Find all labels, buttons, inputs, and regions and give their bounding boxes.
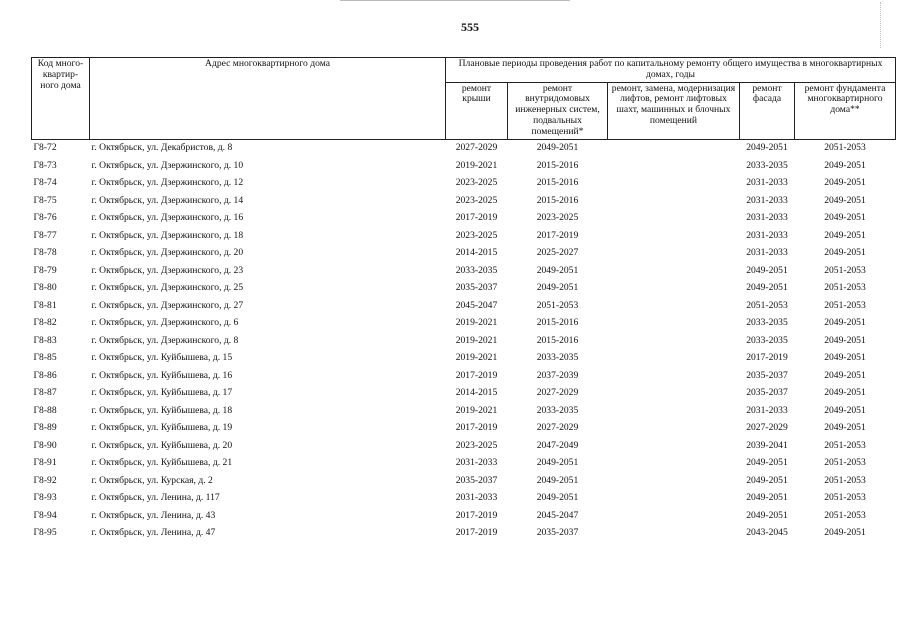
cell-code: Г8-91: [33, 457, 57, 469]
cell-address: г. Октябрьск, ул. Куйбышева, д. 16: [91, 369, 233, 381]
cell-roof: 2017-2019: [455, 212, 498, 224]
cell-code: Г8-93: [33, 492, 57, 504]
page-number: 555: [461, 20, 479, 34]
cell-facade: 2035-2037: [746, 387, 788, 399]
cell-roof: 2017-2019: [455, 527, 498, 539]
cell-code: Г8-72: [33, 142, 57, 154]
cell-foundation: 2051-2053: [824, 264, 866, 276]
cell-roof: 2017-2019: [455, 369, 498, 381]
cell-systems: 2047-2049: [536, 439, 579, 451]
cell-roof: 2023-2025: [455, 229, 498, 241]
cell-lifts: [608, 402, 740, 420]
cell-systems: 2051-2053: [536, 299, 579, 311]
cell-code: Г8-80: [33, 282, 57, 294]
cell-foundation: 2049-2051: [824, 194, 866, 206]
cell-foundation: 2049-2051: [824, 229, 866, 241]
table-row: [32, 227, 896, 245]
cell-lifts: [608, 157, 740, 175]
cell-address: г. Октябрьск, ул. Куйбышева, д. 19: [91, 422, 233, 434]
table-row: [32, 315, 896, 333]
header-address: Адрес многоквартирного дома: [90, 58, 446, 140]
cell-systems: 2027-2029: [536, 387, 579, 399]
cell-facade: 2031-2033: [746, 212, 788, 224]
cell-systems: 2023-2025: [536, 212, 579, 224]
cell-lifts: [608, 437, 740, 455]
cell-roof: 2023-2025: [455, 177, 498, 189]
cell-systems: 2027-2029: [536, 422, 579, 434]
header-roof: ремонт крыши: [446, 82, 508, 139]
cell-facade: 2035-2037: [746, 369, 788, 381]
cell-lifts: [608, 525, 740, 543]
cell-facade: 2033-2035: [746, 334, 788, 346]
cell-address: г. Октябрьск, ул. Ленина, д. 47: [91, 527, 216, 539]
table-row: [32, 280, 896, 298]
table-row: [32, 350, 896, 368]
cell-code: Г8-95: [33, 527, 57, 539]
table-row: [32, 490, 896, 508]
cell-address: г. Октябрьск, ул. Дзержинского, д. 27: [91, 299, 244, 311]
cell-facade: 2039-2041: [746, 439, 788, 451]
table-row: [32, 175, 896, 193]
cell-address: г. Октябрьск, ул. Дзержинского, д. 12: [91, 177, 244, 189]
scan-edge-line: [340, 0, 570, 1]
cell-code: Г8-94: [33, 509, 57, 521]
cell-foundation: 2051-2053: [824, 492, 866, 504]
cell-foundation: 2051-2053: [824, 439, 866, 451]
cell-roof: 2017-2019: [455, 509, 498, 521]
cell-roof: 2019-2021: [455, 159, 498, 171]
table-row: [32, 192, 896, 210]
cell-systems: 2033-2035: [536, 404, 579, 416]
table-row: [32, 262, 896, 280]
cell-facade: 2031-2033: [746, 404, 788, 416]
cell-roof: 2035-2037: [455, 282, 498, 294]
cell-code: Г8-76: [33, 212, 57, 224]
cell-systems: 2033-2035: [536, 352, 579, 364]
cell-lifts: [608, 297, 740, 315]
table-row: [32, 437, 896, 455]
cell-foundation: 2049-2051: [824, 212, 866, 224]
cell-address: г. Октябрьск, ул. Дзержинского, д. 14: [91, 194, 244, 206]
cell-roof: 2023-2025: [455, 439, 498, 451]
cell-code: Г8-89: [33, 422, 57, 434]
table-row: [32, 297, 896, 315]
header-foundation: ремонт фундамента многоквартирного дома**: [795, 82, 896, 139]
cell-lifts: [608, 227, 740, 245]
cell-systems: 2049-2051: [536, 492, 579, 504]
cell-code: Г8-77: [33, 229, 57, 241]
cell-systems: 2015-2016: [536, 177, 579, 189]
cell-roof: 2019-2021: [455, 334, 498, 346]
repair-schedule-table: [31, 57, 896, 542]
cell-lifts: [608, 280, 740, 298]
cell-lifts: [608, 175, 740, 193]
cell-address: г. Октябрьск, ул. Ленина, д. 117: [91, 492, 220, 504]
table-row: [32, 420, 896, 438]
cell-facade: 2031-2033: [746, 177, 788, 189]
cell-address: г. Октябрьск, ул. Куйбышева, д. 20: [91, 439, 233, 451]
cell-foundation: 2049-2051: [824, 317, 866, 329]
cell-roof: 2019-2021: [455, 352, 498, 364]
cell-address: г. Октябрьск, ул. Дзержинского, д. 20: [91, 247, 244, 259]
cell-code: Г8-85: [33, 352, 57, 364]
cell-facade: 2049-2051: [746, 264, 788, 276]
cell-facade: 2049-2051: [746, 492, 788, 504]
cell-systems: 2045-2047: [536, 509, 579, 521]
cell-systems: 2049-2051: [536, 474, 579, 486]
cell-code: Г8-82: [33, 317, 57, 329]
cell-address: г. Октябрьск, ул. Дзержинского, д. 6: [91, 317, 239, 329]
cell-foundation: 2049-2051: [824, 159, 866, 171]
cell-foundation: 2049-2051: [824, 352, 866, 364]
header-row-main: [32, 58, 896, 83]
cell-address: г. Октябрьск, ул. Дзержинского, д. 25: [91, 282, 244, 294]
cell-foundation: 2051-2053: [824, 457, 866, 469]
cell-roof: 2014-2015: [455, 387, 498, 399]
header-code: Код много-квартир-ного дома: [32, 58, 90, 140]
cell-facade: 2049-2051: [746, 457, 788, 469]
cell-systems: 2049-2051: [536, 264, 579, 276]
cell-facade: 2017-2019: [746, 352, 788, 364]
cell-roof: 2023-2025: [455, 194, 498, 206]
cell-foundation: 2051-2053: [824, 509, 866, 521]
cell-systems: 2015-2016: [536, 194, 579, 206]
table-row: [32, 332, 896, 350]
cell-code: Г8-74: [33, 177, 57, 189]
cell-foundation: 2051-2053: [824, 142, 866, 154]
cell-systems: 2049-2051: [536, 282, 579, 294]
cell-facade: 2049-2051: [746, 509, 788, 521]
cell-roof: 2019-2021: [455, 404, 498, 416]
cell-address: г. Октябрьск, ул. Куйбышева, д. 17: [91, 387, 233, 399]
cell-roof: 2017-2019: [455, 422, 498, 434]
header-facade: ремонт фасада: [740, 82, 795, 139]
cell-code: Г8-73: [33, 159, 57, 171]
cell-roof: 2045-2047: [455, 299, 498, 311]
cell-facade: 2043-2045: [746, 527, 788, 539]
cell-facade: 2031-2033: [746, 247, 788, 259]
cell-lifts: [608, 245, 740, 263]
table-row: [32, 245, 896, 263]
cell-foundation: 2049-2051: [824, 387, 866, 399]
cell-foundation: 2051-2053: [824, 474, 866, 486]
cell-systems: 2015-2016: [536, 334, 579, 346]
cell-foundation: 2049-2051: [824, 177, 866, 189]
cell-roof: 2019-2021: [455, 317, 498, 329]
cell-lifts: [608, 507, 740, 525]
header-periods: Плановые периоды проведения работ по капитальному ремонту общего имущества в многоквартирных домах, годы: [446, 58, 896, 83]
header-systems: ремонт внутридомовых инженерных систем, подвальных помещений*: [508, 82, 608, 139]
cell-code: Г8-81: [33, 299, 57, 311]
header-lifts: ремонт, замена, модернизация лифтов, ремонт лифтовых шахт, машинных и блочных помещений: [608, 82, 740, 139]
cell-roof: 2027-2029: [455, 142, 498, 154]
cell-facade: 2033-2035: [746, 159, 788, 171]
cell-code: Г8-90: [33, 439, 57, 451]
cell-address: г. Октябрьск, ул. Куйбышева, д. 15: [91, 352, 233, 364]
cell-foundation: 2049-2051: [824, 404, 866, 416]
table-row: [32, 472, 896, 490]
cell-roof: 2031-2033: [455, 492, 498, 504]
cell-address: г. Октябрьск, ул. Курская, д. 2: [91, 474, 213, 486]
cell-lifts: [608, 210, 740, 228]
cell-systems: 2015-2016: [536, 317, 579, 329]
cell-lifts: [608, 367, 740, 385]
cell-systems: 2015-2016: [536, 159, 579, 171]
cell-facade: 2049-2051: [746, 474, 788, 486]
table-row: [32, 157, 896, 175]
cell-lifts: [608, 455, 740, 473]
cell-foundation: 2049-2051: [824, 334, 866, 346]
cell-facade: 2031-2033: [746, 194, 788, 206]
cell-code: Г8-87: [33, 387, 57, 399]
cell-lifts: [608, 192, 740, 210]
cell-systems: 2035-2037: [536, 527, 579, 539]
table-row: [32, 455, 896, 473]
cell-code: Г8-79: [33, 264, 57, 276]
cell-systems: 2037-2039: [536, 369, 579, 381]
table-row: [32, 507, 896, 525]
cell-lifts: [608, 262, 740, 280]
cell-systems: 2049-2051: [536, 142, 579, 154]
cell-roof: 2014-2015: [455, 247, 498, 259]
cell-roof: 2031-2033: [455, 457, 498, 469]
table-row: [32, 367, 896, 385]
table-row: [32, 210, 896, 228]
cell-foundation: 2049-2051: [824, 247, 866, 259]
cell-lifts: [608, 472, 740, 490]
cell-lifts: [608, 490, 740, 508]
cell-lifts: [608, 420, 740, 438]
cell-address: г. Октябрьск, ул. Декабристов, д. 8: [91, 142, 233, 154]
table-row: [32, 525, 896, 543]
cell-facade: 2051-2053: [746, 299, 788, 311]
cell-lifts: [608, 139, 740, 157]
table-row: [32, 402, 896, 420]
cell-code: Г8-83: [33, 334, 57, 346]
cell-lifts: [608, 332, 740, 350]
cell-facade: 2027-2029: [746, 422, 788, 434]
cell-roof: 2035-2037: [455, 474, 498, 486]
cell-lifts: [608, 315, 740, 333]
cell-systems: 2049-2051: [536, 457, 579, 469]
table-row: [32, 385, 896, 403]
cell-facade: 2049-2051: [746, 142, 788, 154]
cell-systems: 2017-2019: [536, 229, 579, 241]
cell-code: Г8-86: [33, 369, 57, 381]
cell-foundation: 2049-2051: [824, 422, 866, 434]
cell-lifts: [608, 385, 740, 403]
cell-facade: 2033-2035: [746, 317, 788, 329]
cell-address: г. Октябрьск, ул. Дзержинского, д. 23: [91, 264, 244, 276]
cell-systems: 2025-2027: [536, 247, 579, 259]
cell-facade: 2031-2033: [746, 229, 788, 241]
cell-code: Г8-78: [33, 247, 57, 259]
cell-address: г. Октябрьск, ул. Дзержинского, д. 10: [91, 159, 244, 171]
table-body: [32, 139, 896, 542]
cell-facade: 2049-2051: [746, 282, 788, 294]
cell-address: г. Октябрьск, ул. Дзержинского, д. 18: [91, 229, 244, 241]
cell-address: г. Октябрьск, ул. Дзержинского, д. 16: [91, 212, 244, 224]
cell-address: г. Октябрьск, ул. Дзержинского, д. 8: [91, 334, 239, 346]
cell-code: Г8-88: [33, 404, 57, 416]
cell-roof: 2033-2035: [455, 264, 498, 276]
cell-address: г. Октябрьск, ул. Куйбышева, д. 21: [91, 457, 233, 469]
cell-foundation: 2049-2051: [824, 527, 866, 539]
cell-lifts: [608, 350, 740, 368]
cell-address: г. Октябрьск, ул. Ленина, д. 43: [91, 509, 216, 521]
table-row: [32, 139, 896, 157]
cell-address: г. Октябрьск, ул. Куйбышева, д. 18: [91, 404, 233, 416]
cell-foundation: 2051-2053: [824, 299, 866, 311]
cell-foundation: 2051-2053: [824, 282, 866, 294]
cell-code: Г8-75: [33, 194, 57, 206]
cell-code: Г8-92: [33, 474, 57, 486]
cell-foundation: 2049-2051: [824, 369, 866, 381]
